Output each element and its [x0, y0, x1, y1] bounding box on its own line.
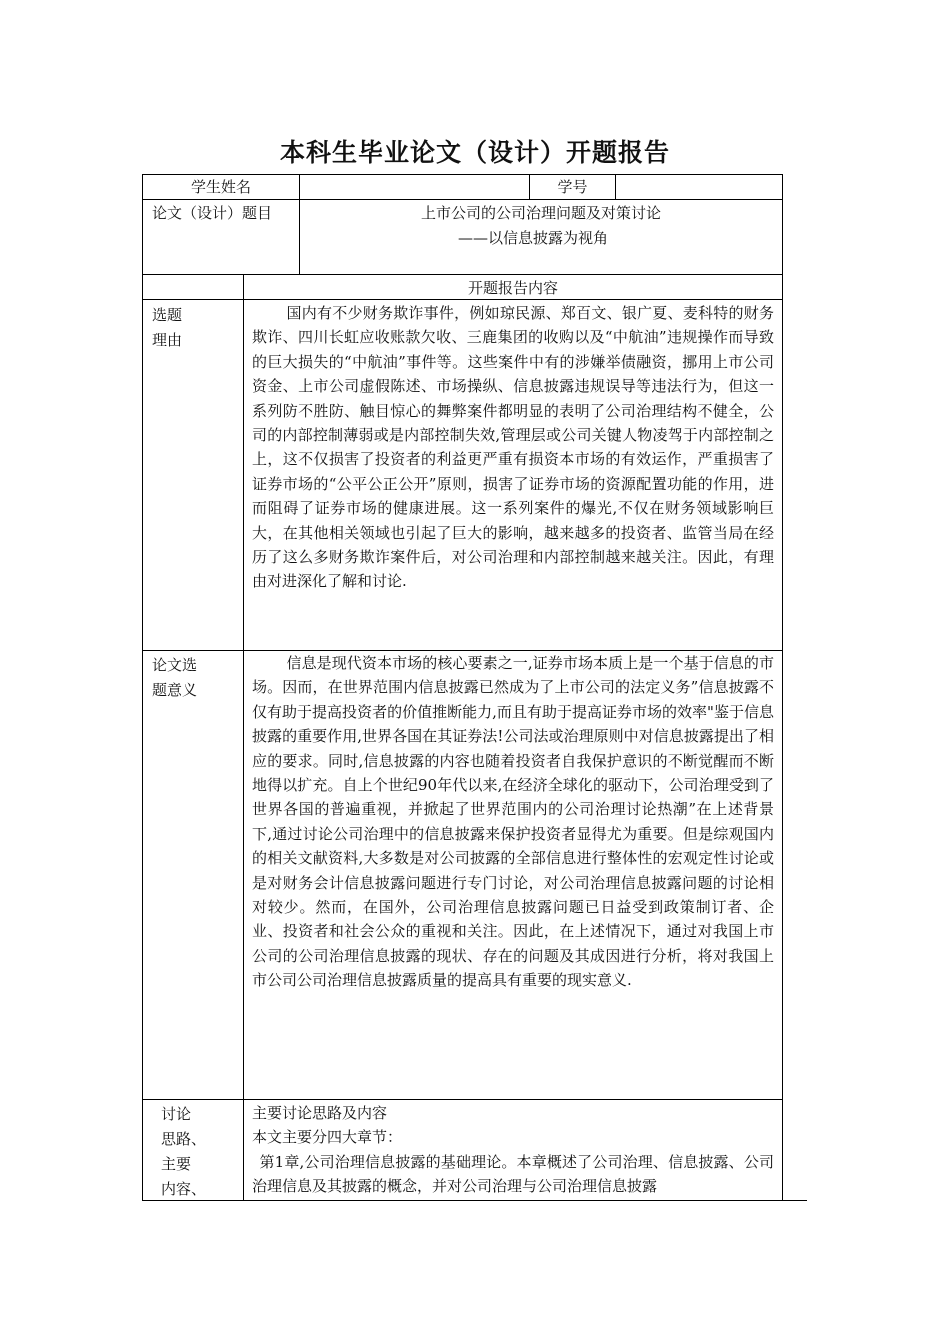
content-text — [252, 1101, 774, 1200]
content-intro: 本文主要分四大章节： — [252, 1128, 403, 1147]
significance-label-line1: 论文选 — [152, 656, 198, 674]
table-border — [142, 1099, 783, 1100]
table-border — [142, 1200, 807, 1201]
section-header: 开题报告内容 — [467, 279, 558, 297]
student-name-label: 学生姓名 — [190, 178, 251, 196]
table-border — [142, 299, 783, 300]
table-border — [299, 174, 300, 274]
thesis-title-line2: ——以信息披露为视角 — [458, 229, 609, 247]
reason-label-line1: 选题 — [152, 306, 183, 324]
content-label-line1: 讨论 — [161, 1105, 192, 1123]
table-border — [782, 174, 783, 1201]
thesis-title-label: 论文（设计）题目 — [152, 204, 273, 222]
content-heading: 主要讨论思路及内容 — [252, 1104, 388, 1122]
table-border — [615, 174, 616, 199]
reason-paragraph: 国内有不少财务欺诈事件，例如琼民源、郑百文、银广夏、麦科特的财务欺诈、四川长虹应收账款欠收、三鹿集团的收购以及“中航油”违规操作而导致的巨大损失的“中航油”事件等。这些案件中有的涉嫌举债融资，挪用上市公司资金、上市公司虚假陈述、市场操纵、信息披露违规误导等违法行为，但这一系列防不胜防、触目惊心的舞弊案件都明显的表明了公司治理结构不健全，公司的内部控制薄弱或是内部控制失效,管理层或公司关键人物凌驾于内部控制之上，这不仅损害了投资者的利益更严重有损资本市场的有效运作，严重损害了证券市场的“公平公正公开”原则，损害了证券市场的资源配置功能的作用，进而阻碍了证券市场的健康进展。这一系列案件的爆光,不仅在财务领域影响巨大，在其他相关领域也引起了巨大的影响，越来越多的投资者、监管当局在经历了这么多财务欺诈案件后，对公司治理和内部控制越来越关注。因此，有理由对进深化了解和讨论. — [252, 304, 774, 591]
reason-label-line2: 理由 — [152, 331, 183, 349]
student-id-label: 学号 — [557, 178, 588, 196]
table-border — [243, 274, 244, 1201]
content-label-line4: 内容、 — [161, 1180, 207, 1198]
table-border — [142, 274, 783, 275]
significance-label-line2: 题意义 — [152, 681, 198, 699]
table-border — [142, 174, 783, 175]
table-border — [142, 174, 143, 1201]
significance-paragraph: 信息是现代资本市场的核心要素之一,证券市场本质上是一个基于信息的市场。因而，在世界范围内信息披露已然成为了上市公司的法定义务”信息披露不仅有助于提高投资者的价值推断能力,而且有助于提高证券市场的效率"鉴于信息披露的重要作用,世界各国在其证券法!公司法或治理原则中对信息披露提出了相应的要求。同时,信息披露的内容也随着投资者自我保护意识的不断觉醒而不断地得以扩充。自上个世纪90年代以来,在经济全球化的驱动下，公司治理受到了世界各国的普遍重视，并掀起了世界范围内的公司治理讨论热潮”在上述背景下,通过讨论公司治理中的信息披露来保护投资者显得尤为重要。但是综观国内的相关文献资料,大多数是对公司披露的全部信息进行整体性的宏观定性讨论或是对财务会计信息披露问题进行专门讨论，对公司治理信息披露问题的讨论相对较少。然而，在国外，公司治理信息披露问题已日益受到政策制订者、企业、投资者和社会公众的重视和关注。因此，在上述情况下，通过对我国上市公司的公司治理信息披露的现状、存在的问题及其成因进行分析，将对我国上市公司公司治理信息披露质量的提高具有重要的现实意义. — [252, 654, 774, 990]
thesis-title-line1: 上市公司的公司治理问题及对策讨论 — [420, 204, 661, 222]
table-border — [142, 199, 783, 200]
content-chapter1: 第1章,公司治理信息披露的基础理论。本章概述了公司治理、信息披露、公司治理信息及其披露的概念，并对公司治理与公司治理信息披露 — [252, 1152, 774, 1196]
reason-text — [252, 301, 774, 594]
document-title: 本科生毕业论文（设计）开题报告 — [279, 138, 670, 167]
significance-text — [252, 651, 774, 993]
content-label-line2: 思路、 — [161, 1130, 207, 1148]
content-label-line3: 主要 — [161, 1155, 192, 1173]
